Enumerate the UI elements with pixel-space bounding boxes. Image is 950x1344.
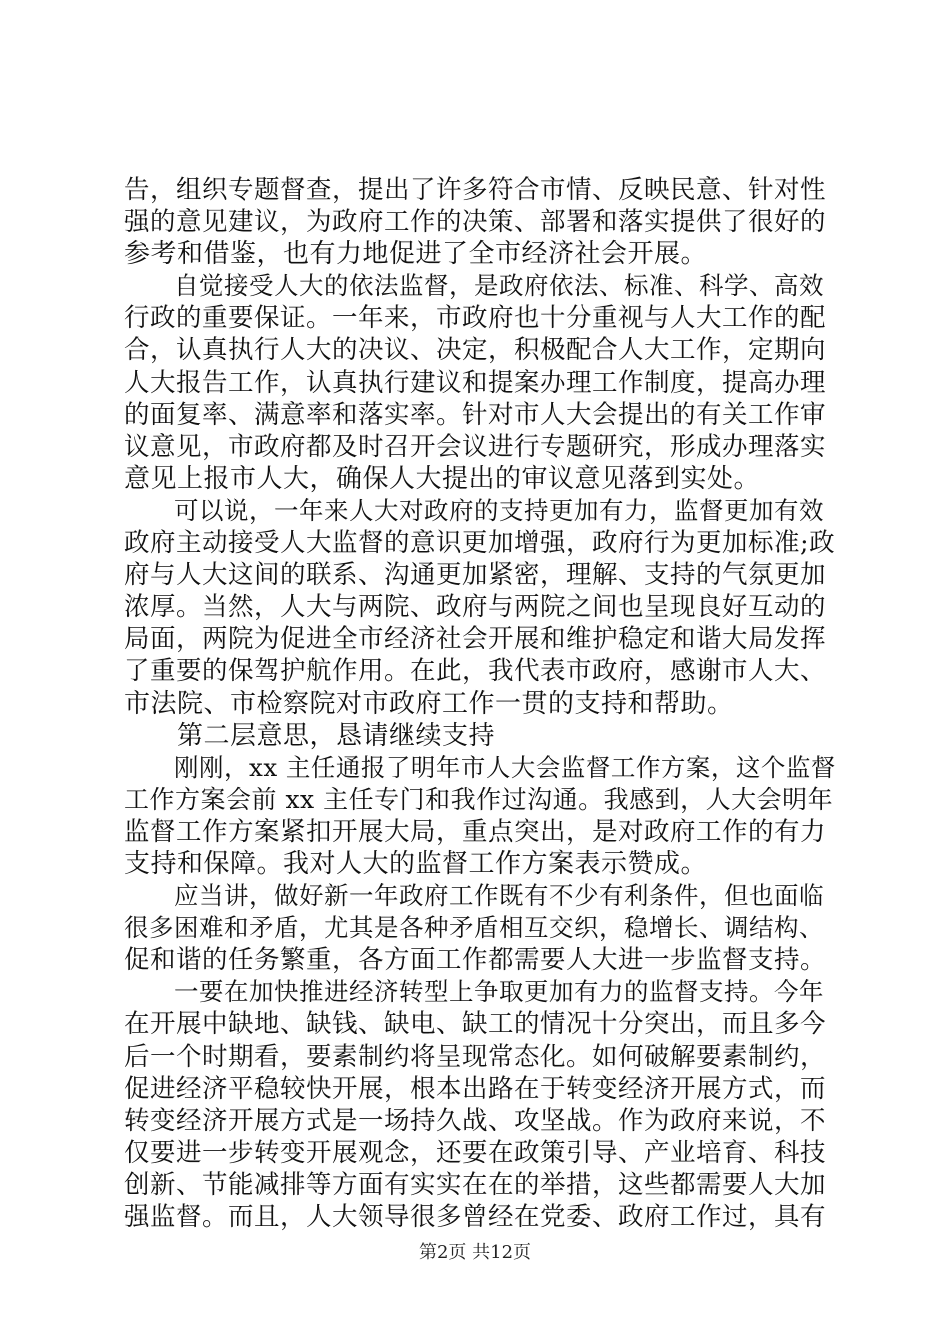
text-line: 告，组织专题督查，提出了许多符合市情、反映民意、针对性	[124, 175, 827, 205]
page-number-footer: 第2页 共12页	[418, 1242, 532, 1263]
text-line: 行政的重要保证。一年来，市政府也十分重视与人大工作的配	[124, 303, 827, 334]
text-line: 很多困难和矛盾，尤其是各种矛盾相互交织，稳增长、调结构、	[124, 913, 824, 943]
text-line: 局面，两院为促进全市经济社会开展和维护稳定和谐大局发挥	[124, 624, 827, 655]
text-line: 自觉接受人大的依法监督，是政府依法、标准、科学、高效	[124, 271, 824, 301]
text-line: 在开展中缺地、缺钱、缺电、缺工的情况十分突出，而且多今	[124, 1009, 827, 1040]
section-heading: 第二层意思，恳请继续支持	[124, 720, 496, 751]
text-line: 意见上报市人大，确保人大提出的审议意见落到实处。	[124, 463, 761, 494]
text-line: 刚刚，xx 主任通报了明年市人大会监督工作方案，这个监督	[124, 752, 836, 782]
text-line: 应当讲，做好新一年政府工作既有不少有利条件，但也面临	[124, 881, 824, 911]
text-line: 的面复率、满意率和落实率。针对市人大会提出的有关工作审	[124, 399, 827, 430]
text-line: 了重要的保驾护航作用。在此，我代表市政府，感谢市人大、	[124, 656, 827, 687]
text-line: 促进经济平稳较快开展，根本出路在于转变经济开展方式，而	[124, 1073, 827, 1104]
text-line: 仅要进一步转变开展观念，还要在政策引导、产业培育、科技	[124, 1137, 827, 1168]
text-line: 人大报告工作，认真执行建议和提案办理工作制度，提高办理	[124, 367, 827, 398]
text-line: 强监督。而且，人大领导很多曾经在党委、政府工作过，具有	[124, 1202, 827, 1232]
text-line: 议意见，市政府都及时召开会议进行专题研究，形成办理落实	[124, 431, 827, 462]
text-line: 可以说，一年来人大对政府的支持更加有力，监督更加有效	[124, 495, 824, 525]
text-line: 促和谐的任务繁重，各方面工作都需要人大进一步监督支持。	[124, 945, 827, 976]
text-line: 政府主动接受人大监督的意识更加增强，政府行为更加标准;政	[124, 528, 836, 559]
document-body	[124, 174, 834, 1233]
text-line: 合，认真执行人大的决议、决定，积极配合人大工作，定期向	[124, 335, 827, 366]
text-line: 参考和借鉴，也有力地促进了全市经济社会开展。	[124, 239, 708, 270]
text-line: 后一个时期看，要素制约将呈现常态化。如何破解要素制约，	[124, 1041, 827, 1072]
text-line: 支持和保障。我对人大的监督工作方案表示赞成。	[124, 848, 708, 879]
text-line: 浓厚。当然，人大与两院、政府与两院之间也呈现良好互动的	[124, 592, 827, 623]
text-line: 工作方案会前 xx 主任专门和我作过沟通。我感到，人大会明年	[124, 784, 834, 814]
text-line: 创新、节能减排等方面有实实在在的举措，这些都需要人大加	[124, 1169, 827, 1200]
text-line: 一要在加快推进经济转型上争取更加有力的监督支持。今年	[124, 977, 824, 1007]
text-line: 监督工作方案紧扣开展大局，重点突出，是对政府工作的有力	[124, 816, 827, 847]
text-line: 转变经济开展方式是一场持久战、攻坚战。作为政府来说，不	[124, 1105, 827, 1136]
text-line: 强的意见建议，为政府工作的决策、部署和落实提供了很好的	[124, 207, 827, 238]
text-line: 府与人大这间的联系、沟通更加紧密，理解、支持的气氛更加	[124, 560, 827, 591]
text-line: 市法院、市检察院对市政府工作一贯的支持和帮助。	[124, 688, 734, 719]
